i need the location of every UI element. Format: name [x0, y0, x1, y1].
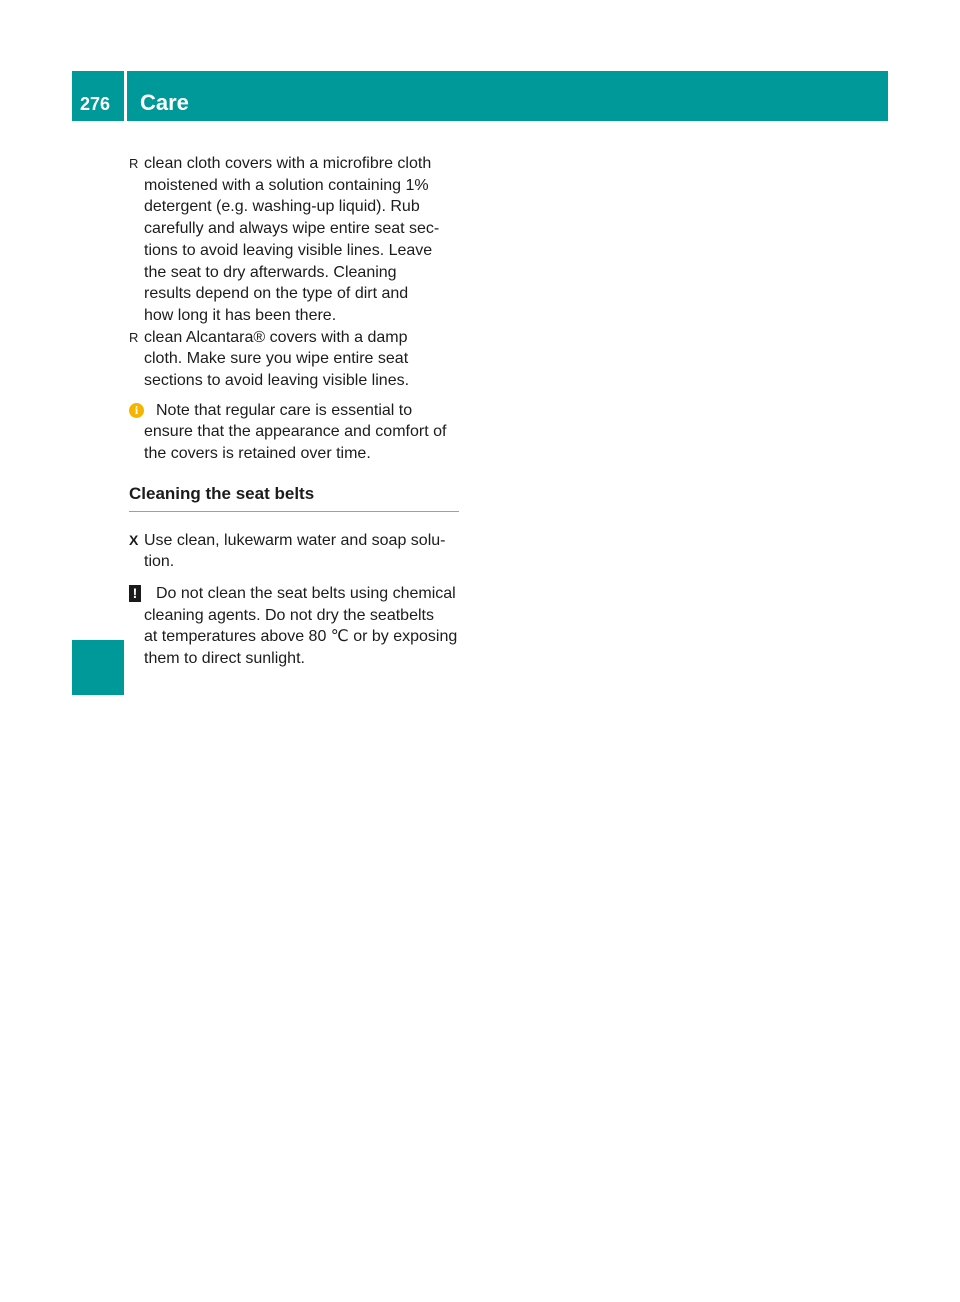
step-text — [144, 530, 459, 573]
page-content — [129, 153, 459, 670]
text-line: carefully and always wipe entire seat sec- — [144, 220, 440, 238]
text-line: at temperatures above 80 ℃ or by exposing — [144, 628, 458, 646]
header-divider — [124, 71, 127, 121]
side-tab-label: Maintenance and care — [99, 397, 124, 627]
warning-note — [129, 583, 459, 670]
text-line: Do not clean the seat belts using chemical — [156, 584, 456, 602]
text-line: Use clean, lukewarm water and soap solu- — [144, 531, 446, 549]
section-title: Care — [140, 90, 189, 115]
text-line: detergent (e.g. washing-up liquid). Rub — [144, 198, 420, 216]
text-line: Note that regular care is essential to — [156, 401, 413, 419]
text-line: results depend on the type of dirt and — [144, 285, 409, 303]
bullet-marker: R — [129, 329, 139, 345]
side-tab — [72, 640, 124, 695]
step-marker-icon: X — [129, 531, 139, 548]
text-line: tion. — [144, 553, 175, 571]
text-line: cleaning agents. Do not dry the seatbelts — [144, 606, 434, 624]
list-item — [129, 153, 459, 327]
text-line: the covers is retained over time. — [144, 445, 371, 463]
bullet-marker: R — [129, 156, 139, 171]
text-line: moistened with a solution containing 1% — [144, 176, 429, 194]
text-line: clean Alcantara® covers with a damp — [144, 328, 408, 346]
section-heading: Cleaning the seat belts — [129, 483, 459, 512]
info-note — [129, 400, 459, 465]
instruction-step — [129, 530, 459, 573]
list-item-text — [144, 153, 459, 327]
info-icon: i — [129, 403, 144, 418]
list-item-text — [144, 327, 459, 392]
header-bar — [72, 71, 888, 121]
text-line: them to direct sunlight. — [144, 650, 305, 668]
page-number: 276 — [80, 94, 111, 114]
text-line: cloth. Make sure you wipe entire seat — [144, 350, 409, 368]
text-line: sections to avoid leaving visible lines. — [144, 372, 410, 390]
text-line: clean cloth covers with a microfibre cloth — [144, 155, 432, 172]
text-line: how long it has been there. — [144, 306, 337, 324]
warning-note-text — [144, 583, 459, 670]
warning-icon: ! — [129, 585, 141, 602]
text-line: ensure that the appearance and comfort of — [144, 423, 447, 441]
info-note-text — [144, 400, 459, 465]
text-line: tions to avoid leaving visible lines. Leave — [144, 241, 433, 259]
list-item — [129, 327, 459, 392]
text-line: the seat to dry afterwards. Cleaning — [144, 263, 397, 281]
